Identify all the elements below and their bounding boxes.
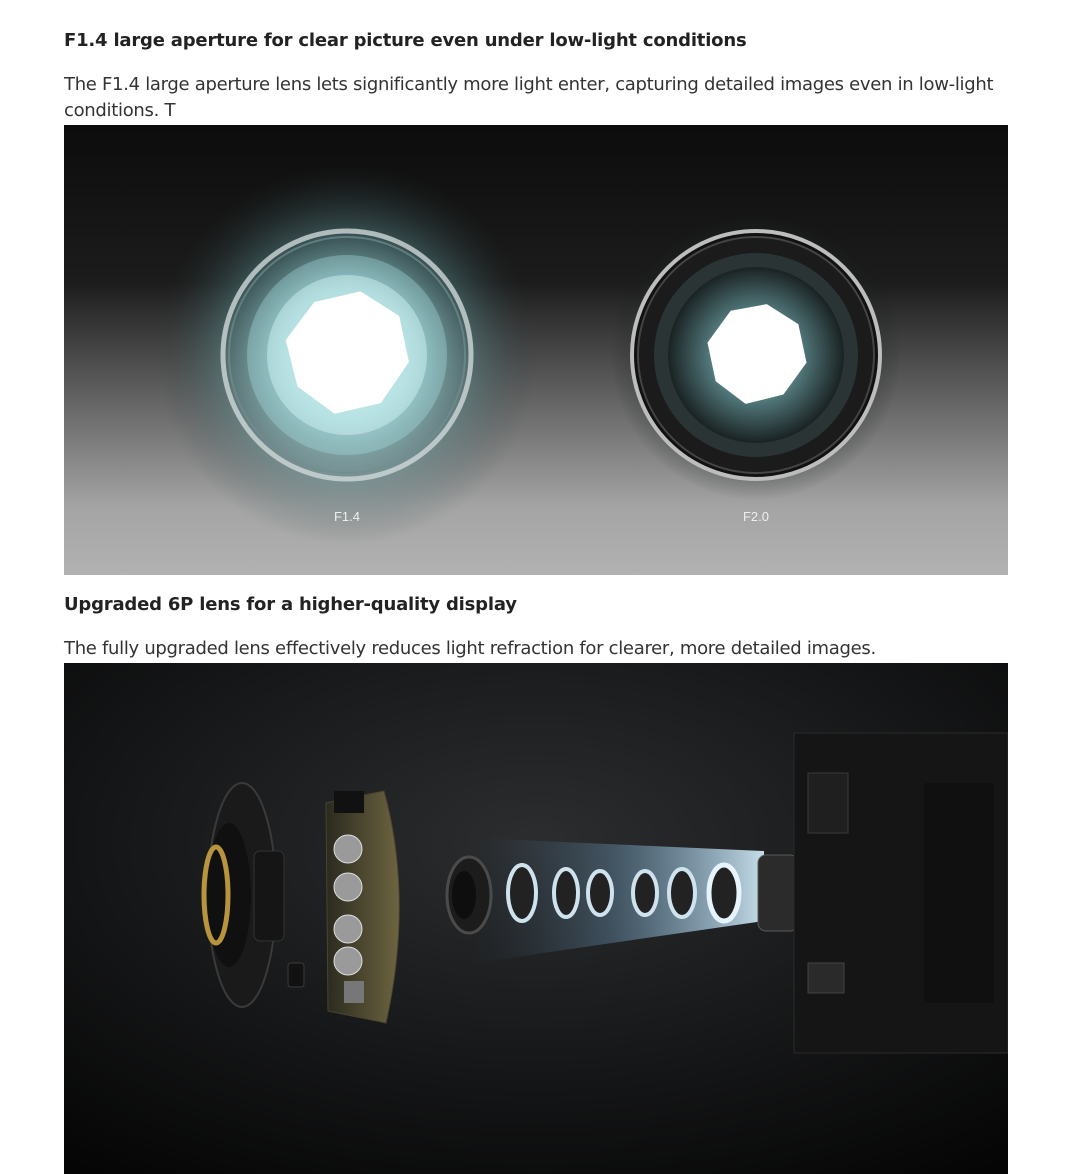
section-heading-aperture: F1.4 large aperture for clear picture even under low-light conditions (64, 30, 747, 51)
exploded-lens-image (64, 663, 1008, 1174)
lens-f20-graphic (611, 210, 901, 500)
label-f14: F1.4 (333, 509, 361, 524)
sensor-module-part (758, 733, 1008, 1053)
lens-f14-graphic (157, 165, 537, 545)
label-f20: F2.0 (742, 509, 770, 524)
section-paragraph-aperture: The F1.4 large aperture lens lets significantly more light enter, capturing detailed images even in low-light conditions. T (64, 74, 994, 121)
section-heading-6p-lens: Upgraded 6P lens for a higher-quality display (64, 594, 517, 615)
ir-led-board-part (326, 791, 399, 1023)
aperture-comparison-image (64, 125, 1008, 575)
section-paragraph-6p-lens: The fully upgraded lens effectively reduces light refraction for clearer, more detailed images. (64, 638, 876, 659)
